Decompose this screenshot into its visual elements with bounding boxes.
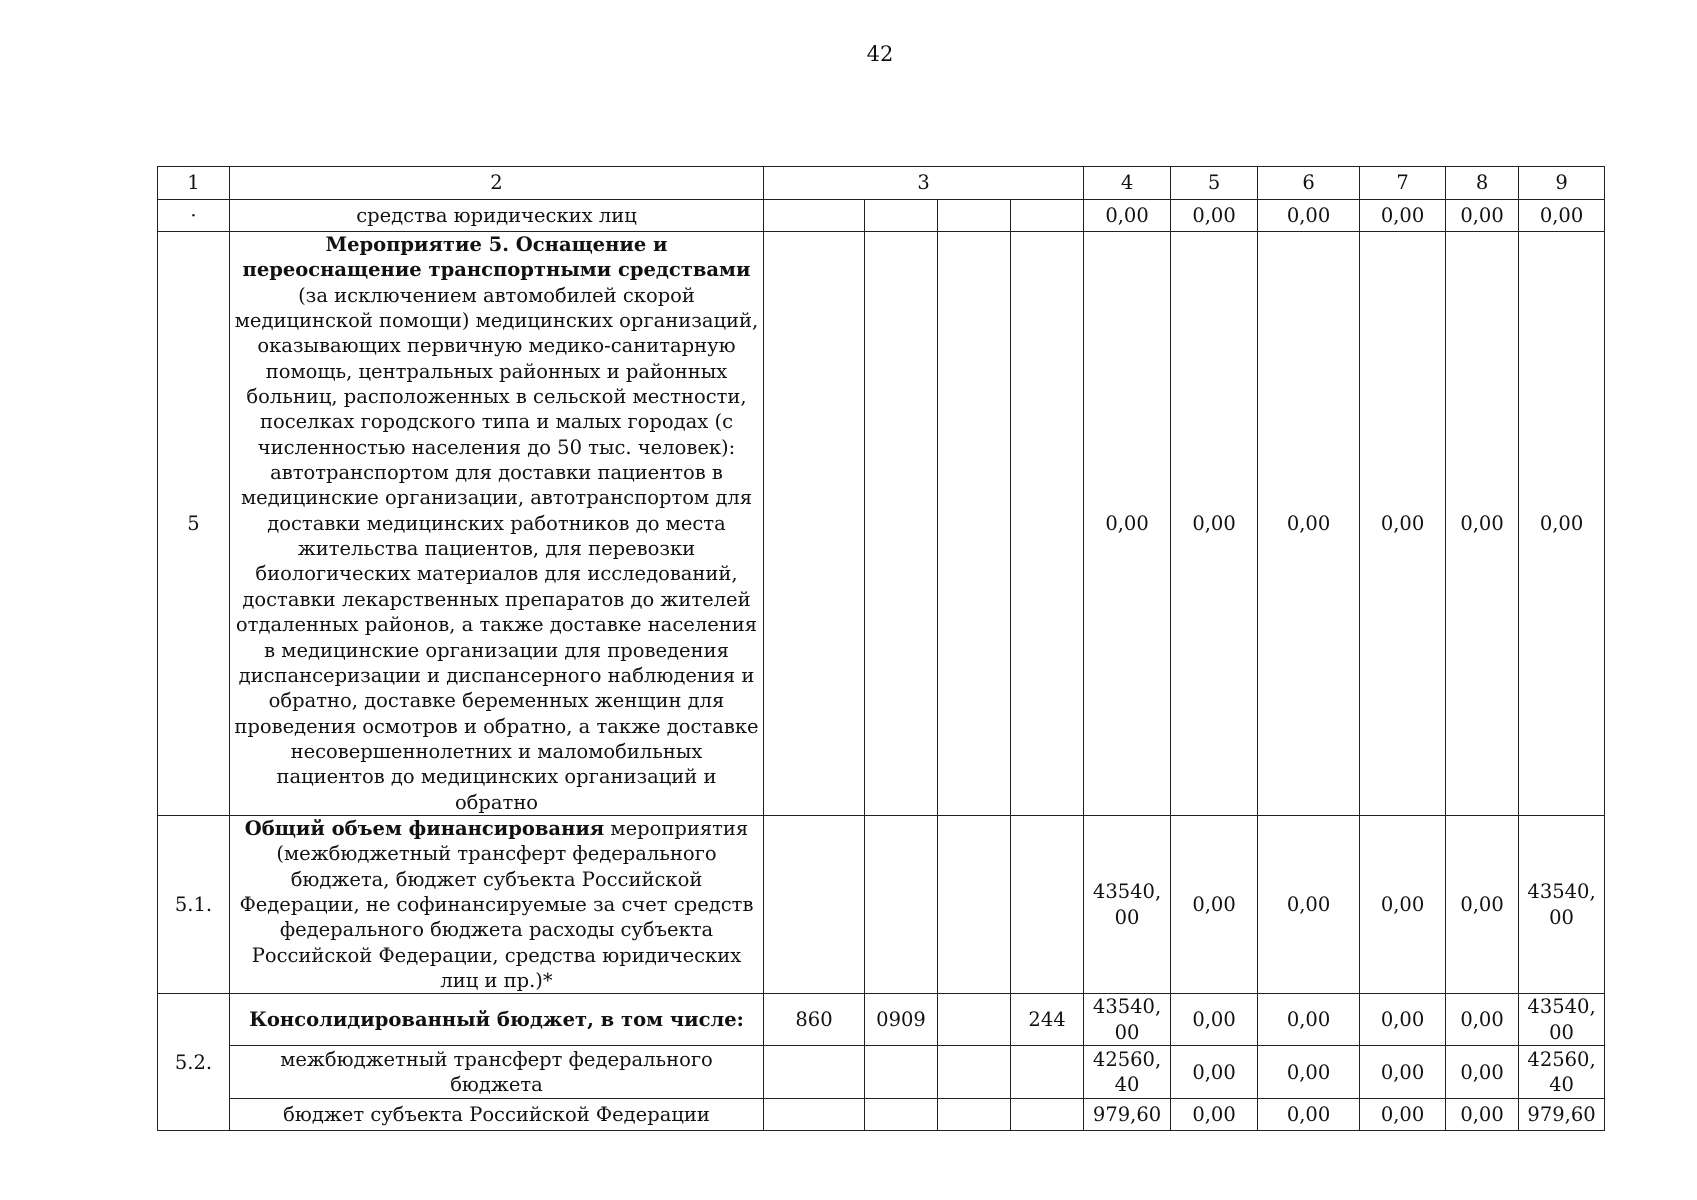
- value-cell: 0,00: [1258, 1046, 1360, 1099]
- value-cell: 0,00: [1446, 994, 1519, 1046]
- value-cell: 979,60: [1084, 1099, 1171, 1131]
- code-cell: [764, 815, 865, 993]
- row-description: [230, 815, 764, 993]
- code-cell: 860: [764, 994, 865, 1046]
- value-cell: 0,00: [1084, 200, 1171, 232]
- row-description: Консолидированный бюджет, в том числе:: [230, 994, 764, 1046]
- header-cell: 1: [158, 167, 230, 200]
- value-cell: 0,00: [1084, 232, 1171, 816]
- value-cell: 0,00: [1360, 200, 1446, 232]
- value-cell: 0,00: [1171, 1099, 1258, 1131]
- code-cell: [1011, 200, 1084, 232]
- value-cell: 979,60: [1519, 1099, 1605, 1131]
- value-cell: 0,00: [1258, 232, 1360, 816]
- value-cell: 0,00: [1519, 232, 1605, 816]
- value-cell: 0,00: [1446, 200, 1519, 232]
- header-cell: 4: [1084, 167, 1171, 200]
- value-cell: 0,00: [1360, 994, 1446, 1046]
- value-cell: 0,00: [1258, 200, 1360, 232]
- header-cell: 5: [1171, 167, 1258, 200]
- value-cell: 43540, 00: [1084, 994, 1171, 1046]
- value-cell: 0,00: [1171, 1046, 1258, 1099]
- value-cell: 42560, 40: [1084, 1046, 1171, 1099]
- value-cell: 0,00: [1446, 232, 1519, 816]
- code-cell: [1011, 815, 1084, 993]
- row-number: ·: [158, 200, 230, 232]
- value-cell: 0,00: [1446, 1099, 1519, 1131]
- table-header-row: [158, 167, 1605, 200]
- code-cell: [865, 232, 938, 816]
- code-cell: [764, 232, 865, 816]
- description-bold: Общий объем финансирования: [244, 816, 605, 840]
- code-cell: [1011, 232, 1084, 816]
- code-cell: [764, 200, 865, 232]
- code-cell: 244: [1011, 994, 1084, 1046]
- row-description: [230, 232, 764, 816]
- row-number: 5: [158, 232, 230, 816]
- value-cell: 43540, 00: [1519, 815, 1605, 993]
- header-cell: 2: [230, 167, 764, 200]
- value-cell: 0,00: [1171, 815, 1258, 993]
- description-text: мероприятия (межбюджетный трансферт федерального бюджета, бюджет субъекта Российской Федерации, не софинансируемые за счет средств федерального бюджета расходы субъекта Российской Федерации, средства юридических лиц и пр.)*: [239, 816, 754, 992]
- table-row: [158, 232, 1605, 816]
- header-cell: 3: [764, 167, 1084, 200]
- code-cell: [938, 815, 1011, 993]
- value-cell: 43540, 00: [1084, 815, 1171, 993]
- value-cell: 0,00: [1258, 815, 1360, 993]
- value-cell: 0,00: [1171, 200, 1258, 232]
- code-cell: [865, 200, 938, 232]
- row-description: бюджет субъекта Российской Федерации: [230, 1099, 764, 1131]
- value-cell: 42560, 40: [1519, 1046, 1605, 1099]
- value-cell: 0,00: [1360, 1046, 1446, 1099]
- code-cell: [938, 232, 1011, 816]
- value-cell: 0,00: [1171, 994, 1258, 1046]
- header-cell: 6: [1258, 167, 1360, 200]
- code-cell: [1011, 1046, 1084, 1099]
- value-cell: 0,00: [1360, 232, 1446, 816]
- table-row: [158, 1099, 1605, 1131]
- row-number: 5.1.: [158, 815, 230, 993]
- value-cell: 0,00: [1446, 1046, 1519, 1099]
- description-text: (за исключением автомобилей скорой медицинской помощи) медицинских организаций, оказывающих первичную медико-санитарную помощь, центральных районных и районных больниц, расположенных в сельской местности, поселках городского типа и малых городах (с численностью населения до 50 тыс. человек): автотранспортом для доставки пациентов в медицинские организации, автотранспортом для доставки медицинских работников до места жительства пациентов, для перевозки биологических материалов для исследований, доставки лекарственных препаратов до жителей отдаленных районов, а также доставке населения в медицинские организации для проведения диспансеризации и диспансерного наблюдения и обратно, доставке беременных женщин для проведения осмотров и обратно, а также доставке несовершеннолетних и маломобильных пациентов до медицинских организаций и обратно: [234, 283, 759, 814]
- code-cell: [764, 1046, 865, 1099]
- code-cell: [938, 1099, 1011, 1131]
- header-cell: 8: [1446, 167, 1519, 200]
- row-number: 5.2.: [158, 994, 230, 1131]
- header-cell: 7: [1360, 167, 1446, 200]
- budget-table: [157, 166, 1605, 1131]
- value-cell: 0,00: [1360, 1099, 1446, 1131]
- row-description: межбюджетный трансферт федерального бюджета: [230, 1046, 764, 1099]
- value-cell: 43540, 00: [1519, 994, 1605, 1046]
- table-row: [158, 200, 1605, 232]
- value-cell: 0,00: [1519, 200, 1605, 232]
- code-cell: [865, 1099, 938, 1131]
- row-description: средства юридических лиц: [230, 200, 764, 232]
- value-cell: 0,00: [1258, 1099, 1360, 1131]
- code-cell: 0909: [865, 994, 938, 1046]
- code-cell: [865, 1046, 938, 1099]
- table-row: [158, 815, 1605, 993]
- page-number: 42: [866, 42, 894, 66]
- code-cell: [865, 815, 938, 993]
- table-row: [158, 1046, 1605, 1099]
- value-cell: 0,00: [1258, 994, 1360, 1046]
- table-row: [158, 994, 1605, 1046]
- value-cell: 0,00: [1446, 815, 1519, 993]
- description-bold: Мероприятие 5. Оснащение и переоснащение транспортными средствами: [242, 233, 751, 282]
- code-cell: [938, 994, 1011, 1046]
- code-cell: [938, 200, 1011, 232]
- value-cell: 0,00: [1171, 232, 1258, 816]
- code-cell: [764, 1099, 865, 1131]
- header-cell: 9: [1519, 167, 1605, 200]
- value-cell: 0,00: [1360, 815, 1446, 993]
- code-cell: [938, 1046, 1011, 1099]
- code-cell: [1011, 1099, 1084, 1131]
